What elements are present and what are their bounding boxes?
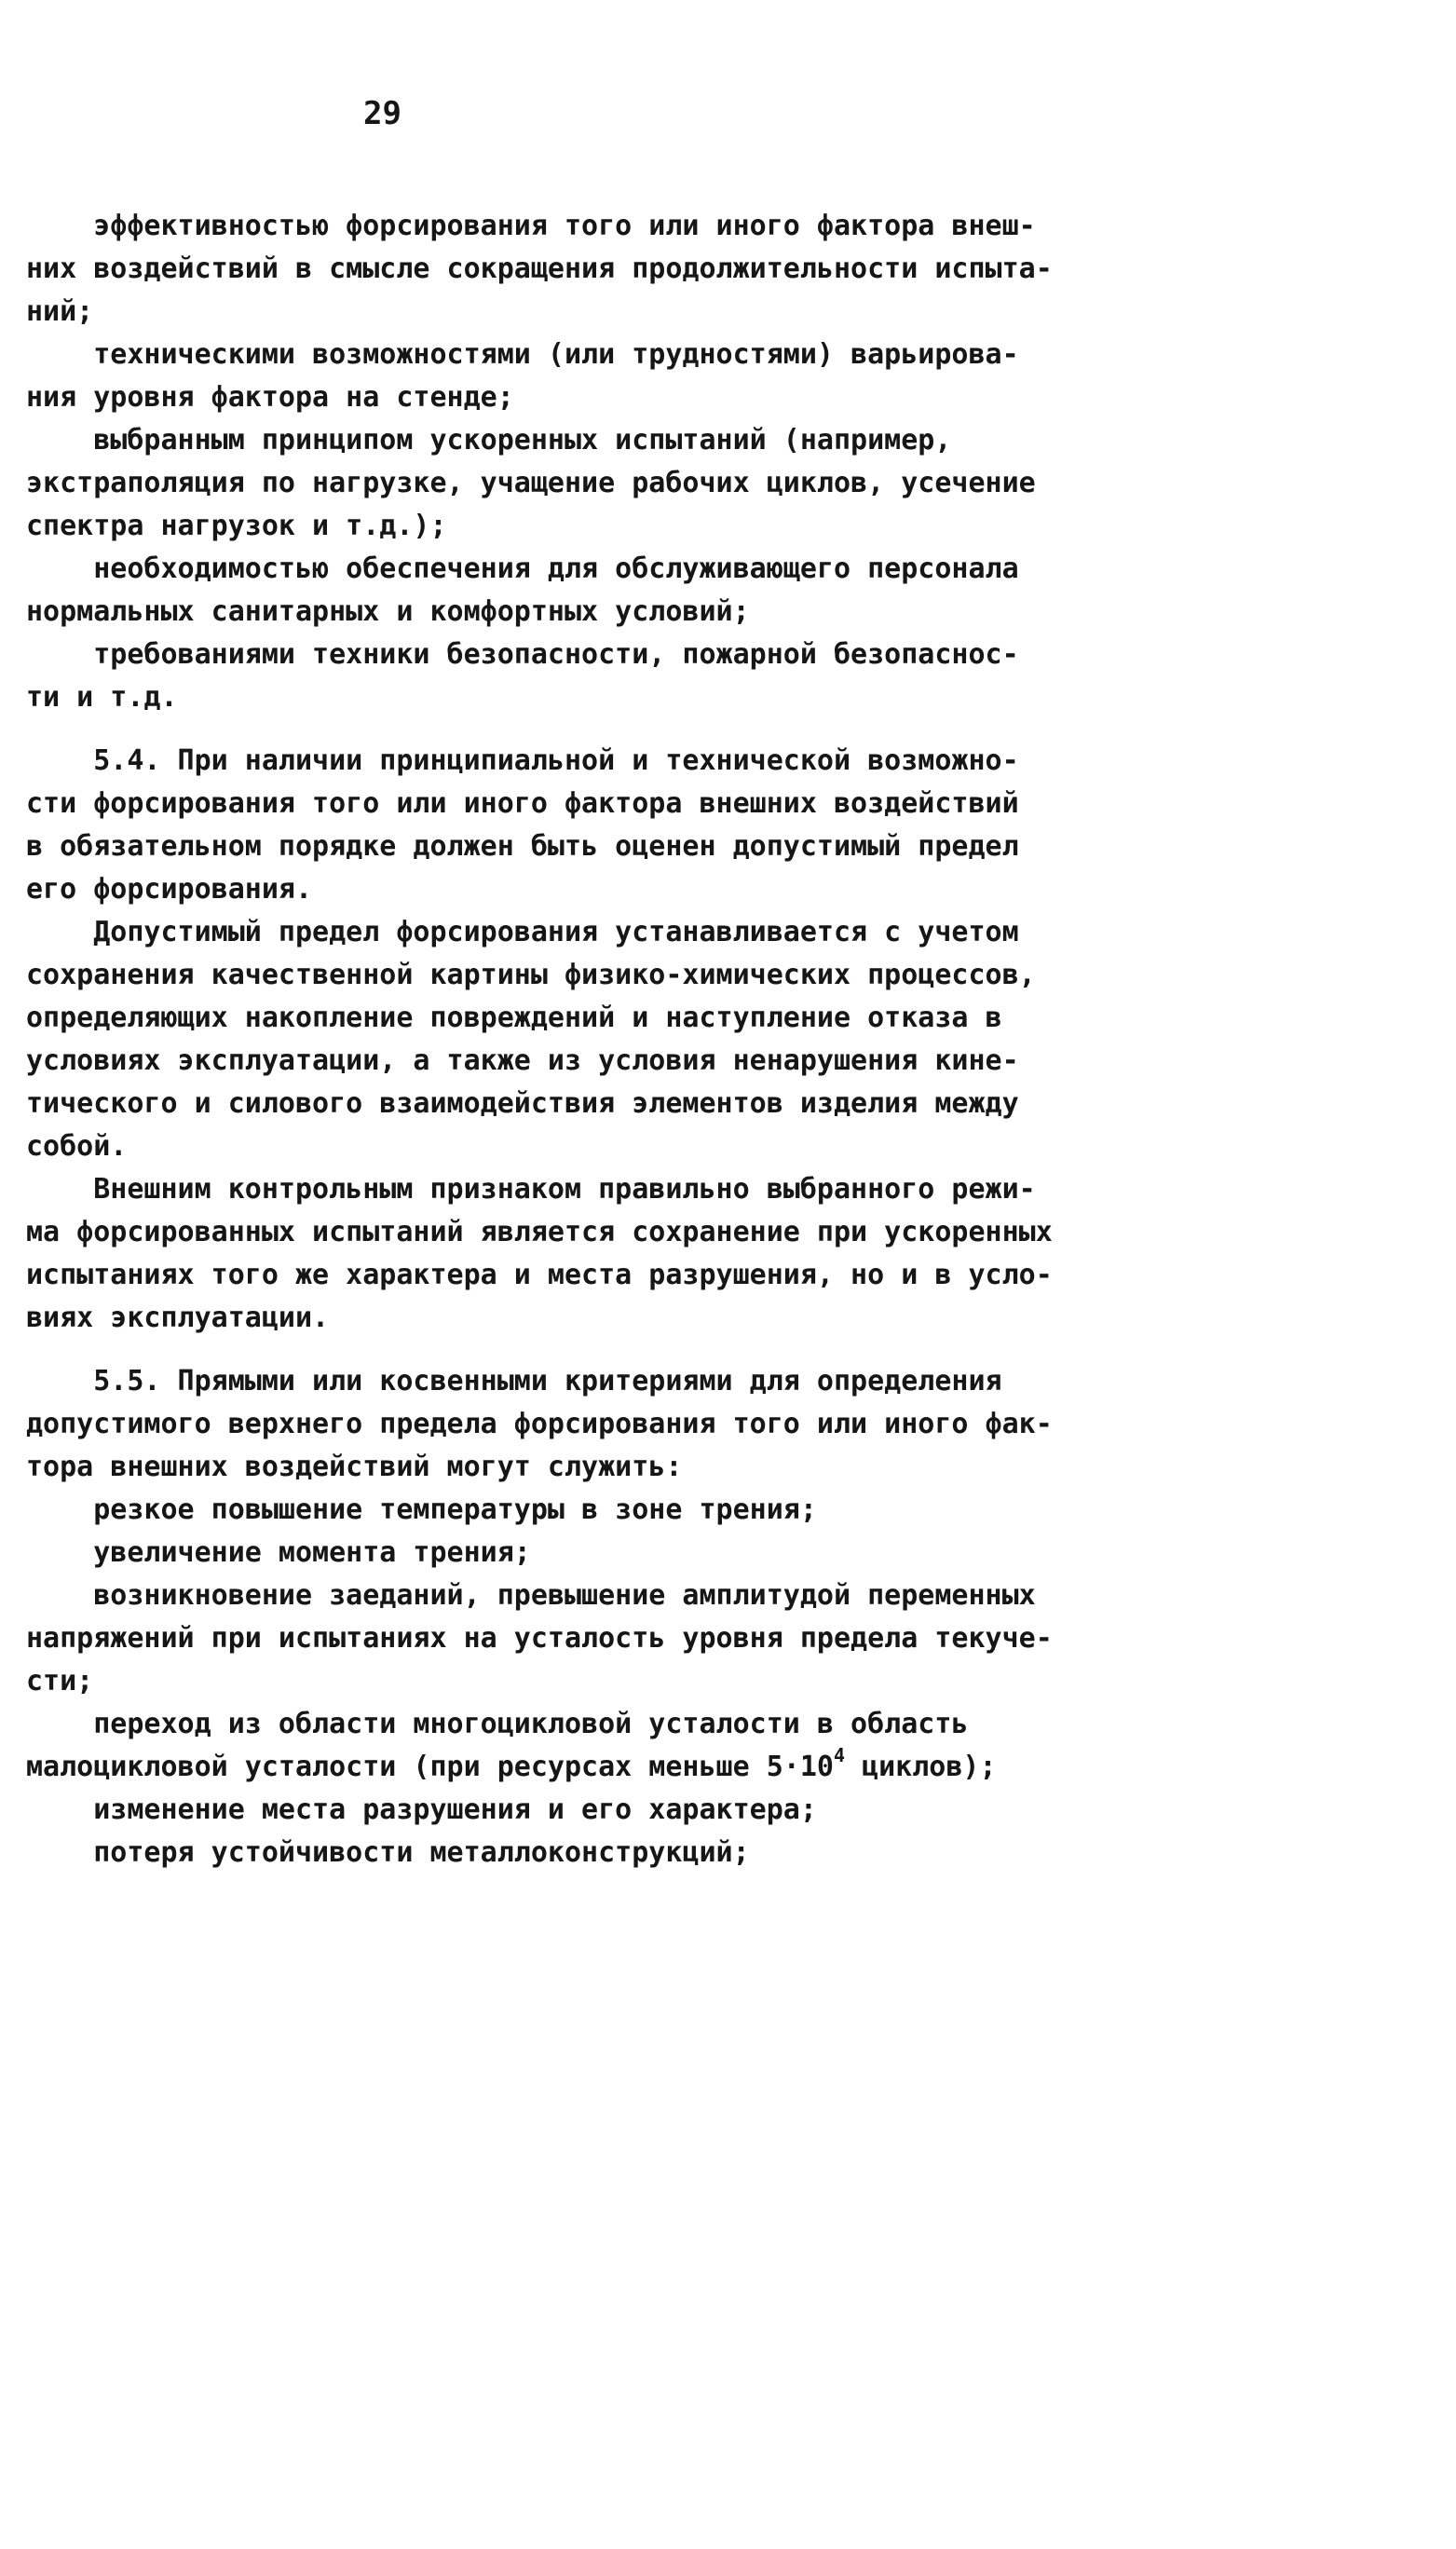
text-line: условиях эксплуатации, а также из условия ненарушения кине- <box>26 1044 1019 1077</box>
text-line: в обязательном порядке должен быть оценен допустимый предел <box>26 830 1019 863</box>
text-line: возникновение заеданий, превышение амплитудой переменных <box>26 1579 1036 1612</box>
text-line: ма форсированных испытаний является сохранение при ускоренных <box>26 1216 1053 1248</box>
text-line: испытаниях того же характера и места разрушения, но и в усло- <box>26 1259 1053 1291</box>
text-line: 5.5. Прямыми или косвенными критериями для определения <box>26 1365 1002 1397</box>
text-line: эффективностью форсирования того или иного фактора внеш- <box>26 210 1036 242</box>
text-line: увеличение момента трения; <box>26 1536 531 1569</box>
text-line: виях эксплуатации. <box>26 1302 330 1334</box>
exponent: 4 <box>833 1744 845 1766</box>
text-line: тического и силового взаимодействия элементов изделия между <box>26 1087 1019 1120</box>
text-line: напряжений при испытаниях на усталость уровня предела текуче- <box>26 1622 1053 1655</box>
text-line-with-superscript <box>26 1746 1107 1789</box>
text-line: сти форсирования того или иного фактора внешних воздействий <box>26 787 1019 820</box>
text-line: спектра нагрузок и т.д.); <box>26 510 447 542</box>
text-line: Внешним контрольным признаком правильно выбранного режи- <box>26 1173 1036 1206</box>
text-line: допустимого верхнего предела форсирования того или иного фак- <box>26 1408 1053 1440</box>
text-line: нормальных санитарных и комфортных условий; <box>26 595 750 628</box>
text-line: изменение места разрушения и его характера; <box>26 1793 817 1826</box>
text-segment: циклов); <box>845 1751 997 1783</box>
page-number: 29 <box>363 95 401 132</box>
text-line: ния уровня фактора на стенде; <box>26 381 514 414</box>
paragraph-gap <box>26 1340 1107 1360</box>
text-line: Допустимый предел форсирования устанавливается с учетом <box>26 916 1019 948</box>
text-line: определяющих накопление повреждений и наступление отказа в <box>26 1002 1002 1034</box>
text-line: собой. <box>26 1130 128 1163</box>
text-line: тора внешних воздействий могут служить: <box>26 1451 683 1483</box>
text-segment: малоцикловой усталости (при ресурсах меньше 5·10 <box>26 1751 834 1783</box>
text-line: резкое повышение температуры в зоне трения; <box>26 1493 817 1526</box>
text-line: его форсирования. <box>26 873 313 906</box>
text-line: переход из области многоцикловой усталости в область <box>26 1708 969 1740</box>
text-line: 5.4. При наличии принципиальной и технической возможно- <box>26 744 1019 777</box>
text-line: ти и т.д. <box>26 681 178 714</box>
text-line: сти; <box>26 1665 94 1697</box>
text-line: требованиями техники безопасности, пожарной безопаснос- <box>26 638 1019 671</box>
text-line: потеря устойчивости металлоконструкций; <box>26 1836 750 1869</box>
text-line: сохранения качественной картины физико-химических процессов, <box>26 959 1036 991</box>
text-line: выбранным принципом ускоренных испытаний (например, <box>26 424 952 457</box>
text-line: необходимостью обеспечения для обслуживающего персонала <box>26 552 1019 585</box>
document-body <box>26 205 1107 1874</box>
text-line: экстраполяция по нагрузке, учащение рабочих циклов, усечение <box>26 467 1036 499</box>
text-line: техническими возможностями (или трудностями) варьирова- <box>26 338 1019 371</box>
text-line: ний; <box>26 295 94 328</box>
paragraph-gap <box>26 719 1107 740</box>
text-line: них воздействий в смысле сокращения продолжительности испыта- <box>26 252 1053 285</box>
